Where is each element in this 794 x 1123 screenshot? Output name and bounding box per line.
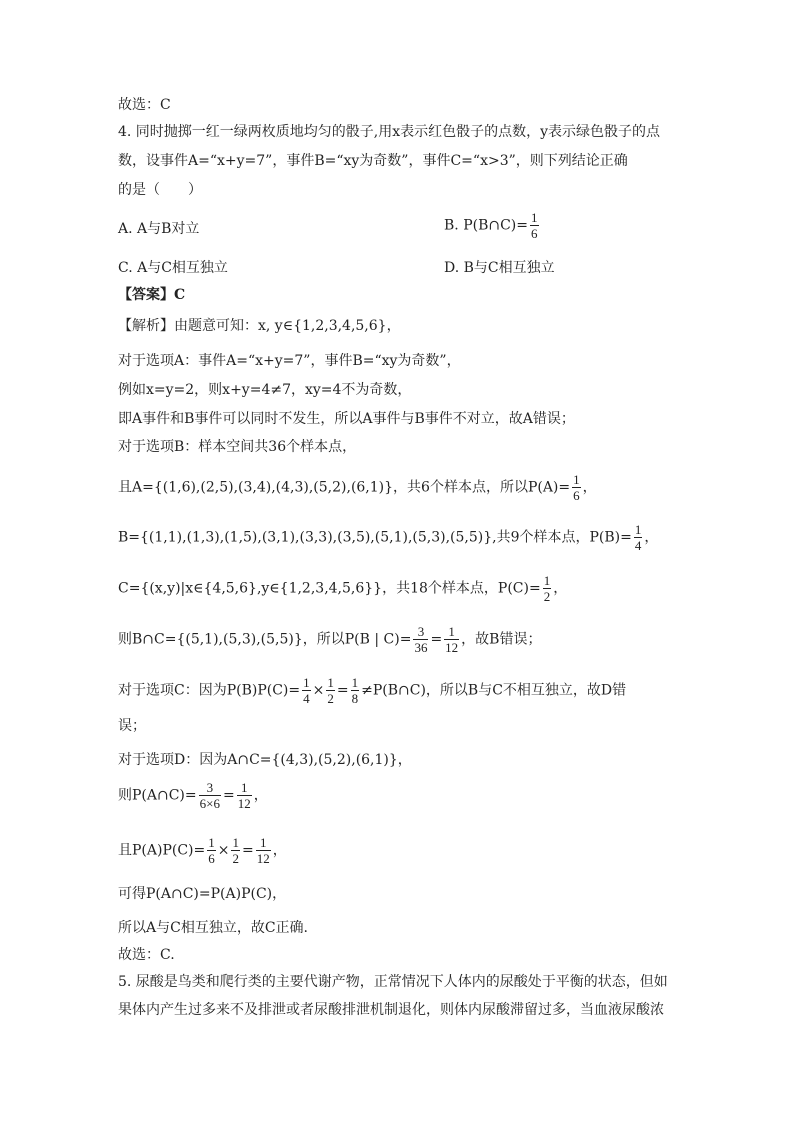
analysis-line-5: 对于选项B：样本空间共36个样本点， bbox=[118, 439, 357, 455]
analysis-line-9: 则B∩C={(5,1),(5,3),(5,5)}，所以P(B | C)= $\frac{3}{36}$ = $\frac{1}{12}$ ，故B错误； bbox=[118, 624, 542, 655]
analysis-line-11: 误； bbox=[118, 718, 146, 734]
analysis-line-14: 且P(A)P(C)= $\frac{1}{6}$ × $\frac{1}{2}$ = $\frac{1}{12}$ ， bbox=[118, 835, 287, 866]
question-4-line-3: 的是（ ） bbox=[118, 182, 202, 198]
option-b-text: B. P(B∩C)= bbox=[444, 217, 528, 234]
question-4-line-2: 数，设事件A=“x+y=7”，事件B=“xy为奇数”，事件C=“x>3”，则下列结论正确 bbox=[118, 153, 628, 169]
analysis-line-17: 故选：C. bbox=[118, 947, 175, 963]
analysis-line-16: 所以A与C相互独立，故C正确. bbox=[118, 920, 308, 936]
analysis-line-8: C={(x,y)|x∈{4,5,6},y∈{1,2,3,4,5,6}}，共18个样本点，P(C)= $\frac{1}{2}$ ， bbox=[118, 573, 568, 604]
analysis-line-15: 可得P(A∩C)=P(A)P(C)， bbox=[118, 886, 287, 902]
analysis-line-1: 【解析】由题意可知：x, y∈{1,2,3,4,5,6}， bbox=[118, 318, 401, 334]
analysis-line-12: 对于选项D：因为A∩C={(4,3),(5,2),(6,1)}， bbox=[118, 752, 412, 768]
prev-answer-line: 故选：C bbox=[118, 97, 171, 113]
analysis-line-10: 对于选项C：因为P(B)P(C)= $\frac{1}{4}$ × $\frac{1}{2}$ = $\frac{1}{8}$ ≠P(B∩C)，所以B与C不相互独立，故D错 bbox=[118, 675, 627, 706]
analysis-line-7: B={(1,1),(1,3),(1,5),(3,1),(3,3),(3,5),(5,1),(5,3),(5,5)},共9个样本点，P(B)= $\frac{1}{4}$ ， bbox=[118, 522, 659, 553]
analysis-line-6: 且A={(1,6),(2,5),(3,4),(4,3),(5,2),(6,1)}，共6个样本点，所以P(A)= $\frac{1}{6}$ ， bbox=[118, 472, 597, 503]
question-5-line-2: 果体内产生过多来不及排泄或者尿酸排泄机制退化，则体内尿酸滞留过多，当血液尿酸浓 bbox=[118, 1002, 664, 1018]
option-d: D. B与C相互独立 bbox=[444, 260, 555, 276]
analysis-line-3: 例如x=y=2，则x+y=4≠7，xy=4不为奇数， bbox=[118, 382, 412, 398]
analysis-line-13: 则P(A∩C)= $\frac{3}{6\times 6}$ = $\frac{1}{12}$ ， bbox=[118, 780, 268, 811]
option-b bbox=[444, 210, 541, 241]
analysis-line-2: 对于选项A：事件A=“x+y=7”，事件B=“xy为奇数”， bbox=[118, 353, 461, 369]
option-c: C. A与C相互独立 bbox=[118, 260, 228, 276]
answer-label: 【答案】C bbox=[118, 287, 186, 303]
question-4-line-1: 4. 同时抛掷一红一绿两枚质地均匀的骰子,用x表示红色骰子的点数，y表示绿色骰子的点 bbox=[118, 124, 661, 140]
analysis-line-4: 即A事件和B事件可以同时不发生，所以A事件与B事件不对立，故A错误； bbox=[118, 411, 575, 427]
option-b-fraction: $\frac{1}{6}$ bbox=[531, 210, 538, 241]
option-a: A. A与B对立 bbox=[118, 221, 200, 237]
question-5-line-1: 5. 尿酸是鸟类和爬行类的主要代谢产物，正常情况下人体内的尿酸处于平衡的状态，但如 bbox=[118, 974, 668, 990]
